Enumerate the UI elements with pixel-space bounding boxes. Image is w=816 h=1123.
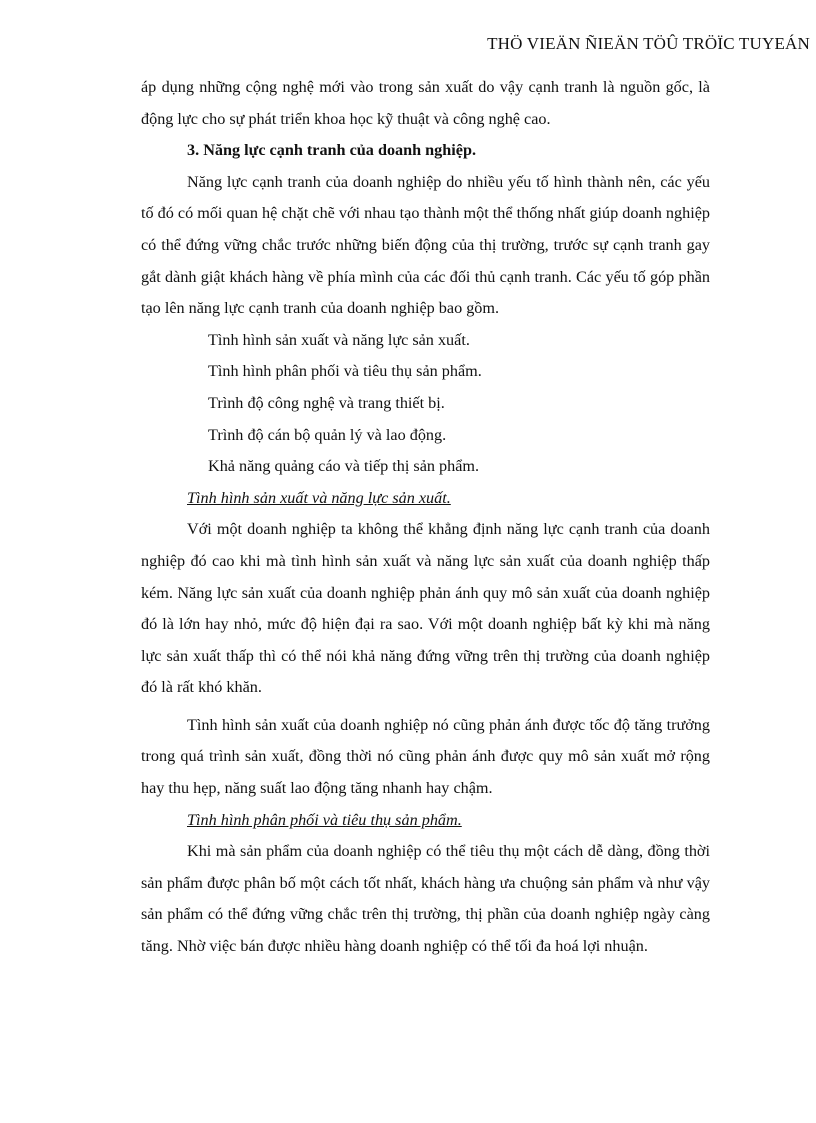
subheading-production: Tình hình sản xuất và năng lực sản xuất. [187,488,451,507]
subheading-distribution: Tình hình phân phối và tiêu thụ sản phẩm. [187,810,462,829]
list-item: Khả năng quảng cáo và tiếp thị sản phẩm. [208,457,480,476]
paragraph-distribution: Khi mà sản phẩm của doanh nghiệp có thể tiêu thụ một cách dễ dàng, đồng thời sản phẩm được phân bố một cách tốt nhất, khách hàng ưa chuộng sản phẩm và như vậy sản phẩm có thể đứng vững chắc trên thị trường, thị phần của doanh nghiệp ngày càng tăng. Nhờ việc bán được nhiều hàng doanh nghiệp có thể tối đa hoá lợi nhuận. [141,842,710,956]
document-body [141,72,710,963]
list-item: Trình độ công nghệ và trang thiết bị. [208,393,445,412]
page-header: THÖ VIEÄN ÑIEÄN TÖÛ TRÖÏC TUYEÁN [487,34,810,53]
list-item: Tình hình sản xuất và năng lực sản xuất. [208,330,470,349]
list-item: Tình hình phân phối và tiêu thụ sản phẩm. [208,362,482,381]
paragraph-continued: áp dụng những cộng nghệ mới vào trong sản xuất do vậy cạnh tranh là nguồn gốc, là động lực cho sự phát triển khoa học kỹ thuật và công nghệ cao. [141,78,710,128]
paragraph-intro: Năng lực cạnh tranh của doanh nghiệp do nhiều yếu tố hình thành nên, các yếu tố đó có mối quan hệ chặt chẽ với nhau tạo thành một thể thống nhất giúp doanh nghiệp có thể đứng vững chắc trước những biến động của thị trường, trước sự cạnh tranh gay gắt dành giật khách hàng về phía mình của các đối thủ cạnh tranh. Các yếu tố góp phần tạo lên năng lực cạnh tranh của doanh nghiệp bao gồm. [141,172,710,318]
paragraph-growth: Tình hình sản xuất của doanh nghiệp nó cũng phản ánh được tốc độ tăng trưởng trong quá trình sản xuất, đồng thời nó cũng phản ánh được quy mô sản xuất mở rộng hay thu hẹp, năng suất lao động tăng nhanh hay chậm. [141,715,710,798]
paragraph-production: Với một doanh nghiệp ta không thể khẳng định năng lực cạnh tranh của doanh nghiệp đó cao khi mà tình hình sản xuất và năng lực sản xuất của doanh nghiệp thấp kém. Năng lực sản xuất của doanh nghiệp phản ánh quy mô sản xuất của doanh nghiệp đó là lớn hay nhỏ, mức độ hiện đại ra sao. Với một doanh nghiệp bất kỳ khi mà năng lực sản xuất thấp thì có thể nói khả năng đứng vững trên thị trường của doanh nghiệp đó là rất khó khăn. [141,520,710,697]
list-item: Trình độ cán bộ quản lý và lao động. [208,425,447,444]
factor-list [141,325,710,483]
section-heading: 3. Năng lực cạnh tranh của doanh nghiệp. [187,141,477,160]
